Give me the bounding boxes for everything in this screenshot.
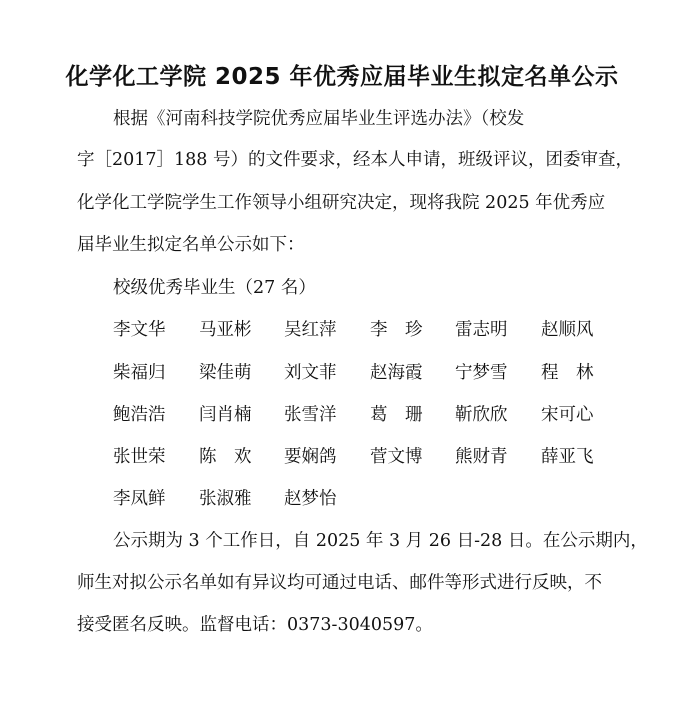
notice-line-1: 公示期为 3 个工作日，自 2025 年 3 月 26 日-28 日。在公示期内，: [113, 531, 648, 551]
name-item: 闫肖楠: [199, 405, 252, 425]
name-item: 陈 欢: [199, 447, 252, 467]
name-item: 吴红萍: [284, 320, 337, 340]
intro-line-4: 届毕业生拟定名单公示如下：: [77, 235, 305, 255]
intro-line-2: 字［2017］188 号）的文件要求，经本人申请，班级评议，团委审查，: [77, 150, 633, 170]
name-item: 李凤鲜: [113, 489, 166, 509]
intro-line-1: 根据《河南科技学院优秀应届毕业生评选办法》（校发: [113, 109, 525, 129]
section-label: 校级优秀毕业生（27 名）: [113, 278, 316, 298]
name-item: 赵海霞: [370, 363, 423, 383]
name-item: 张淑雅: [199, 489, 252, 509]
name-item: 宁梦雪: [455, 363, 508, 383]
notice-line-2: 师生对拟公示名单如有异议均可通过电话、邮件等形式进行反映，不: [77, 573, 602, 593]
name-item: 熊财青: [455, 447, 508, 467]
name-item: 李文华: [113, 320, 166, 340]
name-item: 张雪洋: [284, 405, 337, 425]
name-item: 刘文菲: [284, 363, 337, 383]
document-title: 化学化工学院 2025 年优秀应届毕业生拟定名单公示: [65, 64, 619, 90]
intro-line-3: 化学化工学院学生工作领导小组研究决定，现将我院 2025 年优秀应: [77, 193, 606, 213]
name-item: 雷志明: [455, 320, 508, 340]
name-item: 鲍浩浩: [113, 405, 166, 425]
name-item: 马亚彬: [199, 320, 252, 340]
name-item: 菅文博: [370, 447, 423, 467]
name-item: 赵梦怡: [284, 489, 337, 509]
name-item: 要娴鸽: [284, 447, 337, 467]
name-item: 程 林: [541, 363, 594, 383]
name-item: 薛亚飞: [541, 447, 594, 467]
name-item: 宋可心: [541, 405, 594, 425]
name-item: 柴福归: [113, 363, 166, 383]
name-item: 葛 珊: [370, 405, 423, 425]
name-item: 李 珍: [370, 320, 423, 340]
name-item: 靳欣欣: [455, 405, 508, 425]
name-item: 梁佳萌: [199, 363, 252, 383]
name-item: 赵顺风: [541, 320, 594, 340]
name-item: 张世荣: [113, 447, 166, 467]
notice-line-3: 接受匿名反映。监督电话：0373-3040597。: [77, 615, 433, 635]
